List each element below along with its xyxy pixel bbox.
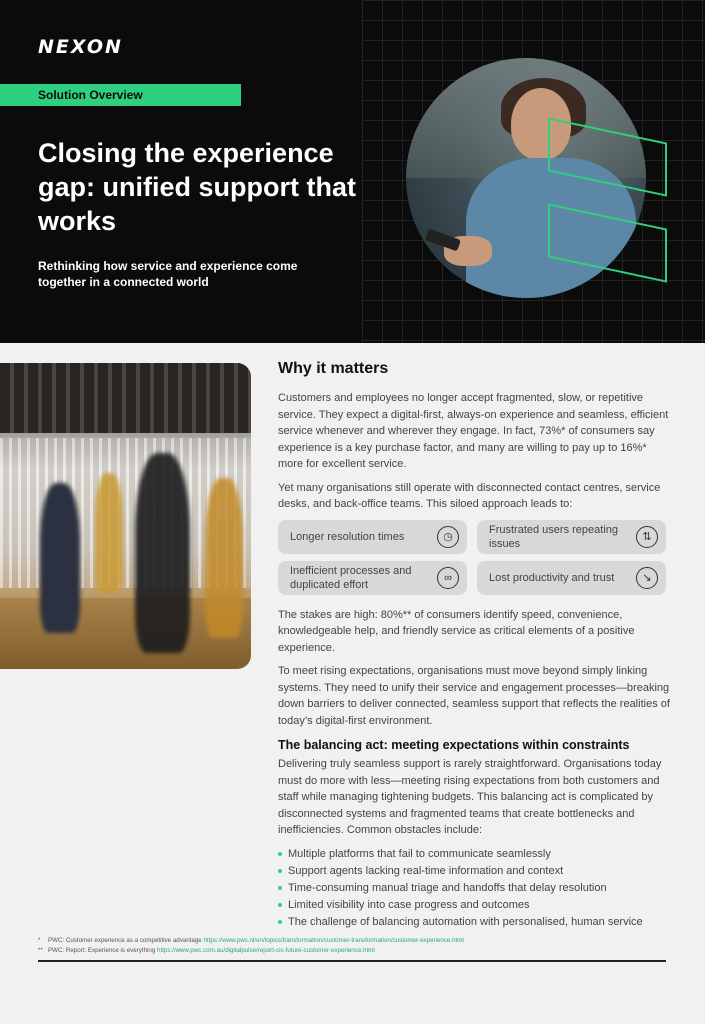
issue-pill: [278, 520, 467, 554]
nexon-logo: NEXON: [38, 36, 123, 58]
why-paragraph-3: The stakes are high: 80%** of consumers identify speed, convenience, knowledgeable help, and friendly service as critical elements of a positive experience.: [278, 608, 635, 654]
main-content: [278, 360, 670, 931]
balancing-act-heading: The balancing act: meeting expectations within constraints: [278, 738, 630, 752]
office-people-photo: [0, 363, 251, 669]
page-subtitle: Rethinking how service and experience come together in a connected world: [38, 259, 298, 289]
issue-label: Lost productivity and trust: [489, 571, 615, 584]
footnote-1: * PWC: Customer experience as a competitive advantage https://www.pwc.nl/en/topics/transformation/customer-transformation/customer-experience.html: [38, 937, 464, 944]
link-icon: ∞: [437, 567, 459, 589]
issue-label: Frustrated users repeating issues: [489, 523, 619, 550]
issues-grid: [278, 520, 670, 595]
page-title: Closing the experience gap: unified support that works: [38, 138, 356, 236]
balancing-paragraph: Delivering truly seamless support is rarely straightforward. Organisations today must do more with less—meeting rising expectations from both customers and staff while managing tightening budgets. This balancing act is complicated by disconnected systems and fragmented teams that create bottlenecks and inefficiencies. Common obstacles include:: [278, 758, 662, 836]
repeat-icon: ⇅: [636, 526, 658, 548]
footnote-2: ** PWC: Report: Experience is everything https://www.pwc.com.au/digitalpulse/report-cis-future-customer-experience.html: [38, 947, 375, 954]
why-paragraph-2: Yet many organisations still operate with disconnected contact centres, service desks, and back-office teams. This siloed approach leads to:: [278, 481, 661, 510]
list-item: The challenge of balancing automation with personalised, human service: [278, 914, 670, 931]
footnote-link[interactable]: https://www.pwc.nl/en/topics/transformation/customer-transformation/customer-experience.html: [203, 937, 464, 944]
issue-pill: [477, 561, 666, 595]
issue-label: Longer resolution times: [290, 530, 405, 543]
why-paragraph-1: Customers and employees no longer accept fragmented, slow, or repetitive service. They expect a digital-first, always-on experience and seamless, efficient service whenever and wherever they engage. In fact, 73%* of consumers say experience is a key purchase factor, and many are willing to pay up to 16%* more for excellent service.: [278, 392, 669, 470]
why-paragraph-4: To meet rising expectations, organisations must move beyond simply linking systems. They need to unify their service and engagement processes—breaking down barriers to deliver connected, seamless support that reflects the realities of today’s digital-first environment.: [278, 665, 670, 727]
chart-down-icon: ↘: [636, 567, 658, 589]
issue-pill: [477, 520, 666, 554]
why-it-matters-heading: Why it matters: [278, 360, 389, 377]
issue-pill: [278, 561, 467, 595]
list-item: Multiple platforms that fail to communicate seamlessly: [278, 846, 670, 863]
solution-overview-tag: Solution Overview: [0, 84, 241, 106]
obstacles-list: [278, 846, 670, 931]
issue-label: Inefficient processes and duplicated effort: [290, 564, 412, 591]
footer-divider: [38, 960, 666, 962]
footnote-link[interactable]: https://www.pwc.com.au/digitalpulse/report-cis-future-customer-experience.html: [157, 947, 375, 954]
list-item: Support agents lacking real-time information and context: [278, 863, 670, 880]
hero-banner: [0, 0, 705, 343]
list-item: Limited visibility into case progress and outcomes: [278, 897, 670, 914]
clock-icon: ◷: [437, 526, 459, 548]
list-item: Time-consuming manual triage and handoffs that delay resolution: [278, 880, 670, 897]
footnotes: [38, 936, 638, 956]
